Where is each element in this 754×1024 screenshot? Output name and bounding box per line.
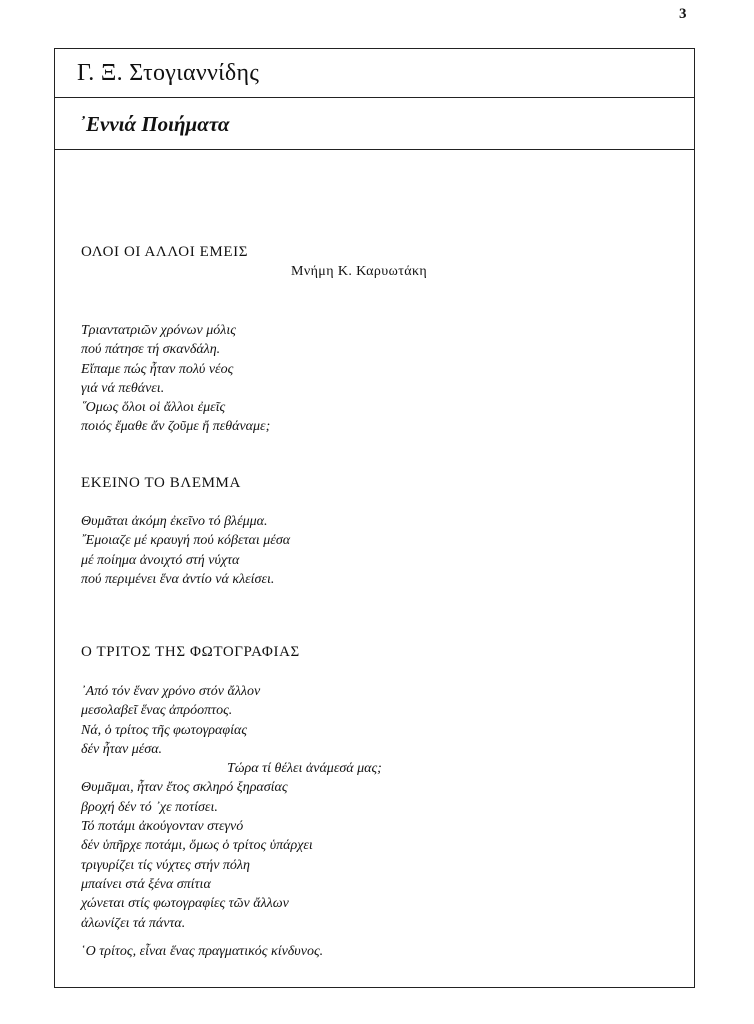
poem-line: γιά νά πεθάνει. — [81, 380, 165, 396]
poem-line: χώνεται στίς φωτογραφίες τῶν ἄλλων — [81, 896, 289, 912]
page-frame — [54, 48, 695, 988]
poem-line: βροχή δέν τό ᾽χε ποτίσει. — [81, 799, 218, 815]
poem-line: ποιός ἔμαθε ἄν ζοῦμε ἤ πεθάναμε; — [81, 419, 271, 435]
author-name: Γ. Ξ. Στογιαννίδης — [77, 60, 260, 86]
poem-line: μεσολαβεῖ ἕνας ἀπρόοπτος. — [81, 703, 233, 719]
poem-line: Εἴπαμε πώς ἦταν πολύ νέος — [81, 361, 234, 377]
poem-dedication-1: Μνήμη Κ. Καρυωτάκη — [291, 264, 428, 279]
collection-header-row — [55, 98, 694, 150]
poem-title-3: Ο ΤΡΙΤΟΣ ΤΗΣ ΦΩΤΟΓΡΑΦΙΑΣ — [81, 644, 300, 660]
poem-line: μπαίνει στά ξένα σπίτια — [81, 876, 211, 892]
poem-stanza-3 — [81, 682, 382, 933]
poem-line: Θυμᾶμαι, ἦταν ἔτος σκληρό ξηρασίας — [81, 780, 288, 796]
poem-line: Τριαντατριῶν χρόνων μόλις — [81, 323, 236, 338]
poem-line: Νά, ὁ τρίτος τῆς φωτογραφίας — [81, 722, 248, 738]
poem-line: Τό ποτάμι ἀκούγονταν στεγνό — [81, 819, 244, 835]
poem-line: πού περιμένει ἕνα ἀντίο νά κλείσει. — [81, 571, 275, 587]
poem-stanza-1 — [81, 321, 270, 437]
poem-line: Θυμᾶται ἀκόμη ἐκεῖνο τό βλέμμα. — [81, 514, 268, 529]
poem-title-2: ΕΚΕΙΝΟ ΤΟ ΒΛΕΜΜΑ — [81, 475, 241, 491]
poem-line: δέν ἦταν μέσα. — [81, 741, 163, 757]
poem-line: ῎Εμοιαζε μέ κραυγή πού κόβεται μέσα — [81, 533, 291, 549]
poem-line: Τώρα τί θέλει ἀνάμεσά μας; — [227, 761, 382, 777]
poem-line: ἀλωνίζει τά πάντα. — [81, 915, 186, 931]
poem-line: δέν ὑπῆρχε ποτάμι, ὅμως ὁ τρίτος ὑπάρχει — [81, 838, 313, 854]
poem-line: τριγυρίζει τίς νύχτες στήν πόλη — [81, 857, 250, 873]
poem-stanza-2 — [81, 512, 290, 589]
poem-line: μέ ποίημα ἀνοιχτό στή νύχτα — [81, 552, 240, 568]
poem-line: ᾿Από τόν ἕναν χρόνο στόν ἄλλον — [81, 684, 261, 699]
page-number: 3 — [679, 6, 687, 22]
poem-final-line: ῾Ο τρίτος, εἶναι ἕνας πραγματικός κίνδυνος. — [81, 944, 324, 959]
collection-title: ᾿Εννιά Ποιήματα — [79, 112, 230, 136]
poem-line: ῞Ομως ὅλοι οἱ ἄλλοι ἐμεῖς — [81, 400, 226, 416]
poem-title-1: ΟΛΟΙ ΟΙ ΑΛΛΟΙ ΕΜΕΙΣ — [81, 244, 249, 260]
author-header-row — [55, 49, 694, 98]
poem-line: πού πάτησε τή σκανδάλη. — [81, 342, 221, 358]
